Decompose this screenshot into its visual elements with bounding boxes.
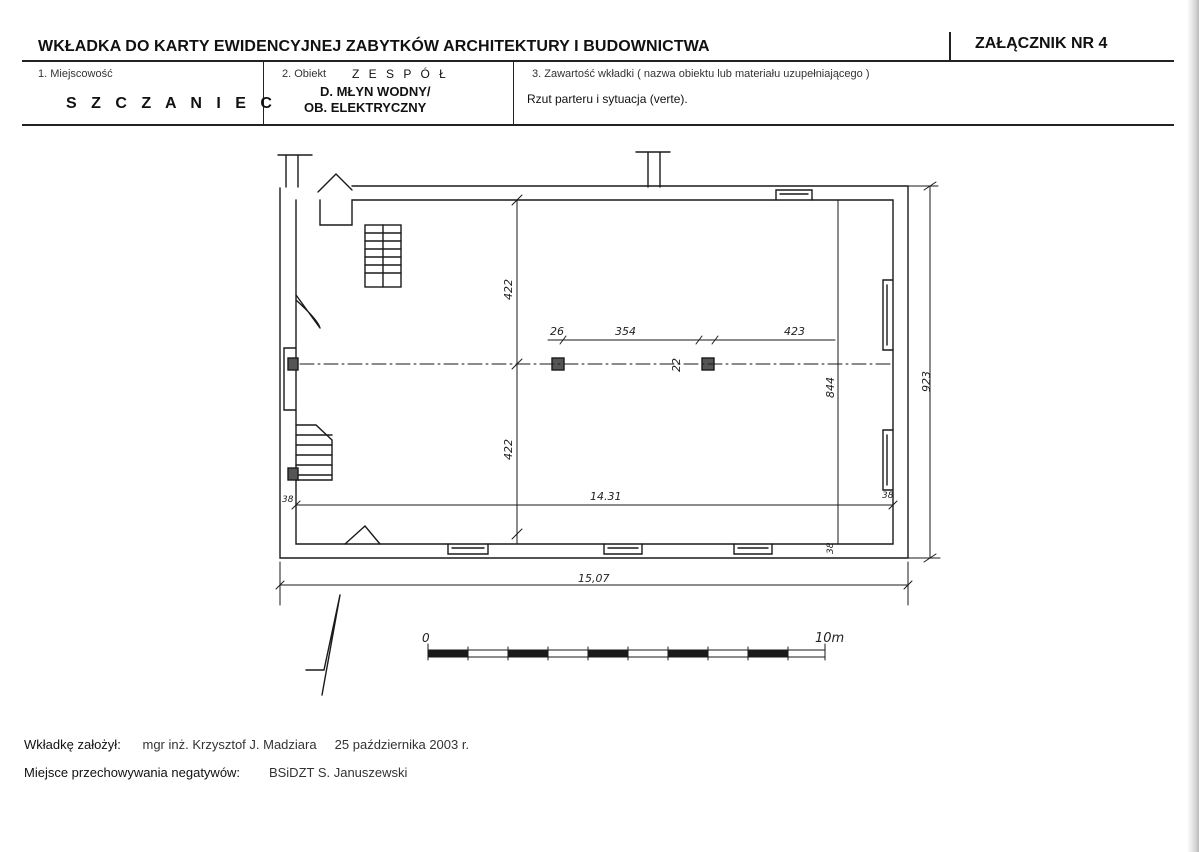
field-object-label: 2. Obiekt <box>282 68 327 80</box>
window-top-1 <box>776 190 812 200</box>
field-divider-1 <box>263 62 264 125</box>
field-locality-value: S Z C Z A N I E C <box>66 95 277 112</box>
stairs-upper <box>365 225 401 287</box>
field-content-label: 3. Zawartość wkładki ( nazwa obiektu lub materiału uzupełniającego ) <box>532 68 870 80</box>
scale-bar-fill <box>428 650 788 657</box>
scale-label-start: 0 <box>422 631 430 645</box>
door-left <box>296 295 320 328</box>
window-right-1 <box>883 280 893 350</box>
field-content-value: Rzut parteru i sytuacja (verte). <box>527 92 688 106</box>
dim-label-inner-length: 14.31 <box>590 490 622 503</box>
dim-label-left-lower: 422 <box>502 439 515 460</box>
dim-label-outer-length: 15,07 <box>578 572 610 585</box>
paper-edge-shadow <box>1187 0 1199 852</box>
header-rule-bottom <box>22 124 1174 126</box>
window-left-1 <box>284 348 296 410</box>
pillar-wall-left <box>288 358 298 370</box>
founder-date: 25 października 2003 r. <box>334 737 470 752</box>
dim-label-span: 354 <box>615 325 636 338</box>
header-rule-top <box>22 60 1174 62</box>
field-object-line2: OB. ELEKTRYCZNY <box>304 100 427 115</box>
dim-label-right-span: 423 <box>784 325 805 338</box>
form-title: WKŁADKA DO KARTY EWIDENCYJNEJ ZABYTKÓW ARCHITEKTURY I BUDOWNICTWA <box>38 38 710 55</box>
negatives-value: BSiDZT S. Januszewski <box>268 765 408 780</box>
top-chimney-right <box>636 152 670 187</box>
negatives-label: Miejsce przechowywania negatywów: <box>24 765 241 780</box>
floor-plan-drawing <box>0 130 1199 730</box>
dim-label-outer-height: 923 <box>920 371 933 392</box>
dim-label-pillar-b: 22 <box>670 358 683 372</box>
door-bottom <box>345 526 380 544</box>
dim-label-wall-right: 38 <box>882 491 894 501</box>
dim-label-inner-height: 844 <box>824 377 837 398</box>
window-right-2 <box>883 430 893 490</box>
field-divider-2 <box>513 62 514 125</box>
field-locality-label: 1. Miejscowość <box>38 68 113 80</box>
field-object-line1: D. MŁYN WODNY/ <box>320 84 431 99</box>
annex-number: ZAŁĄCZNIK NR 4 <box>975 35 1108 52</box>
founder-label: Wkładkę założył: <box>24 737 121 752</box>
top-chimney-left <box>278 155 312 187</box>
north-arrow <box>306 595 340 695</box>
door-top-left <box>318 174 352 225</box>
dim-label-pillar-a: 26 <box>550 325 564 338</box>
field-object-group: Z E S P Ó Ł <box>352 67 449 81</box>
founder-value: mgr inż. Krzysztof J. Madziara <box>142 737 317 752</box>
record-header <box>0 0 1199 130</box>
footer-founder <box>24 737 469 752</box>
pillar-wall-left-low <box>288 468 298 480</box>
window-bottom-2 <box>604 544 642 554</box>
dim-label-wall-bottom: 38 <box>826 542 836 554</box>
dim-label-wall-left: 38 <box>282 495 294 505</box>
scale-label-end: 10m <box>815 631 845 646</box>
header-divider <box>949 32 951 62</box>
window-bottom-3 <box>734 544 772 554</box>
window-bottom-1 <box>448 544 488 554</box>
footer-negatives <box>24 765 407 780</box>
stairs-lower <box>296 425 332 480</box>
dim-label-left-upper: 422 <box>502 279 515 300</box>
